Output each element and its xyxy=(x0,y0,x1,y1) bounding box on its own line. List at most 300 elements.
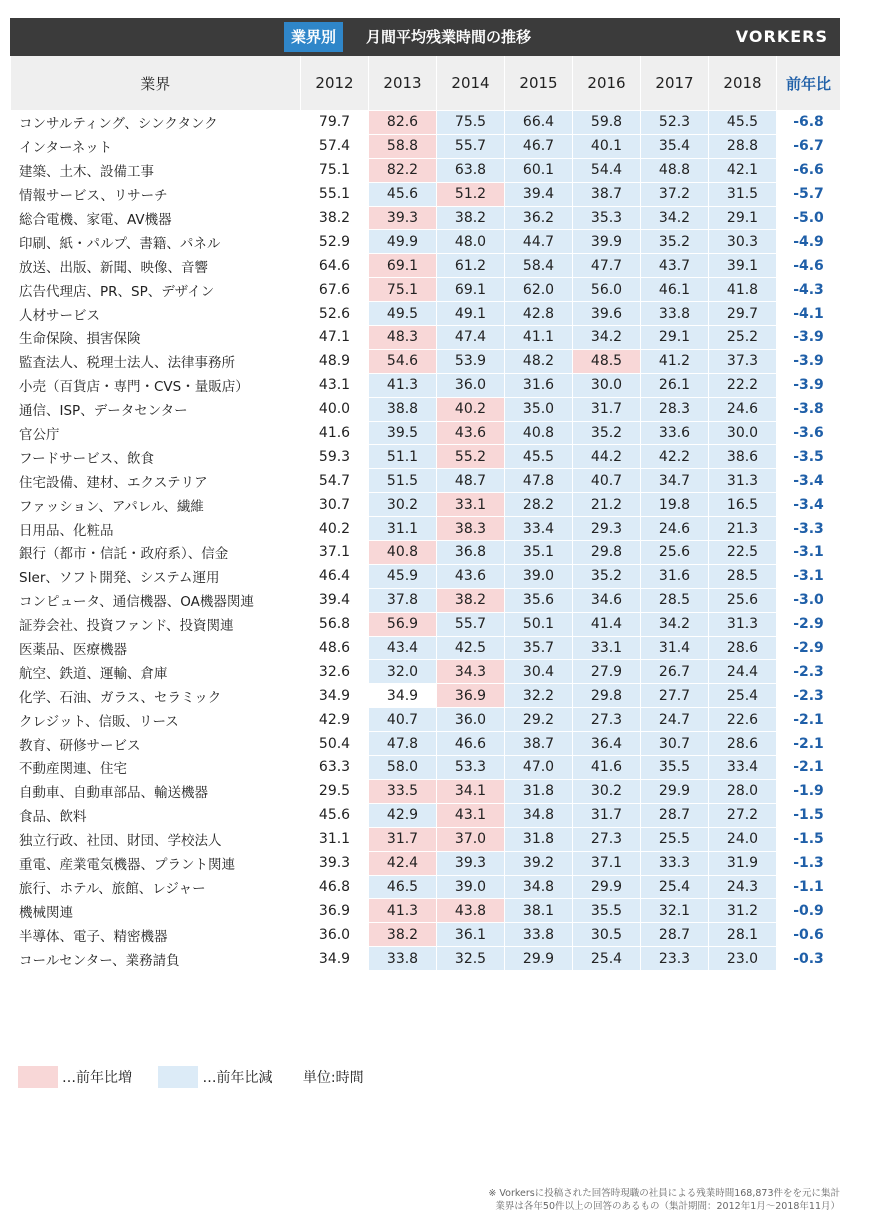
value-cell: 29.3 xyxy=(573,517,641,541)
value-cell: 27.7 xyxy=(641,684,709,708)
value-cell: 24.4 xyxy=(709,660,777,684)
value-cell: 35.7 xyxy=(505,636,573,660)
industry-name: クレジット、信販、リース xyxy=(11,708,301,732)
value-cell: 49.1 xyxy=(437,302,505,326)
value-cell: 25.2 xyxy=(709,326,777,350)
value-cell: 31.3 xyxy=(709,612,777,636)
value-cell: 30.0 xyxy=(709,421,777,445)
table-row xyxy=(11,564,841,588)
value-cell: 38.2 xyxy=(369,923,437,947)
value-cell: 49.9 xyxy=(369,230,437,254)
value-cell: 45.5 xyxy=(709,111,777,135)
value-cell: 30.2 xyxy=(369,493,437,517)
source-note xyxy=(488,1187,840,1213)
value-cell: 42.9 xyxy=(301,708,369,732)
change-cell: -5.7 xyxy=(777,182,841,206)
value-cell: 55.1 xyxy=(301,182,369,206)
table-row xyxy=(11,254,841,278)
value-cell: 28.6 xyxy=(709,732,777,756)
value-cell: 32.6 xyxy=(301,660,369,684)
value-cell: 28.8 xyxy=(709,134,777,158)
value-cell: 35.2 xyxy=(641,230,709,254)
value-cell: 31.9 xyxy=(709,851,777,875)
table-row xyxy=(11,827,841,851)
value-cell: 69.1 xyxy=(437,278,505,302)
industry-name: コンサルティング、シンクタンク xyxy=(11,111,301,135)
value-cell: 41.4 xyxy=(573,612,641,636)
value-cell: 55.2 xyxy=(437,445,505,469)
legend xyxy=(18,1066,386,1090)
value-cell: 35.5 xyxy=(641,756,709,780)
table-row xyxy=(11,636,841,660)
value-cell: 31.5 xyxy=(709,182,777,206)
value-cell: 32.1 xyxy=(641,899,709,923)
value-cell: 42.9 xyxy=(369,803,437,827)
industry-name: 日用品、化粧品 xyxy=(11,517,301,541)
category-tag: 業界別 xyxy=(284,22,343,52)
industry-name: フードサービス、飲食 xyxy=(11,445,301,469)
value-cell: 38.2 xyxy=(437,206,505,230)
value-cell: 29.1 xyxy=(641,326,709,350)
value-cell: 43.4 xyxy=(369,636,437,660)
value-cell: 37.1 xyxy=(573,851,641,875)
value-cell: 24.6 xyxy=(641,517,709,541)
value-cell: 28.5 xyxy=(641,588,709,612)
industry-name: 小売（百貨店・専門・CVS・量販店） xyxy=(11,373,301,397)
note-line-2: 業界は各年50件以上の回答のあるもの（集計期間：2012年1月〜2018年11月） xyxy=(495,1201,840,1212)
value-cell: 37.3 xyxy=(709,349,777,373)
industry-name: 総合電機、家電、AV機器 xyxy=(11,206,301,230)
value-cell: 36.0 xyxy=(301,923,369,947)
value-cell: 35.1 xyxy=(505,541,573,565)
table-row xyxy=(11,421,841,445)
value-cell: 30.7 xyxy=(641,732,709,756)
value-cell: 58.4 xyxy=(505,254,573,278)
industry-name: インターネット xyxy=(11,134,301,158)
value-cell: 34.9 xyxy=(369,684,437,708)
value-cell: 34.7 xyxy=(641,469,709,493)
value-cell: 48.3 xyxy=(369,326,437,350)
note-line-1: ※ Vorkersに投稿された回答時現職の社員による残業時間168,873件をを元に集計 xyxy=(488,1188,840,1199)
change-cell: -6.8 xyxy=(777,111,841,135)
value-cell: 40.8 xyxy=(505,421,573,445)
value-cell: 40.7 xyxy=(573,469,641,493)
table-row xyxy=(11,182,841,206)
value-cell: 29.5 xyxy=(301,779,369,803)
change-cell: -2.3 xyxy=(777,684,841,708)
value-cell: 51.5 xyxy=(369,469,437,493)
value-cell: 57.4 xyxy=(301,134,369,158)
value-cell: 27.3 xyxy=(573,708,641,732)
value-cell: 45.6 xyxy=(369,182,437,206)
value-cell: 44.2 xyxy=(573,445,641,469)
legend-decrease-swatch xyxy=(158,1066,198,1088)
value-cell: 39.5 xyxy=(369,421,437,445)
value-cell: 37.8 xyxy=(369,588,437,612)
value-cell: 56.0 xyxy=(573,278,641,302)
table-row xyxy=(11,851,841,875)
value-cell: 48.2 xyxy=(505,349,573,373)
change-cell: -2.1 xyxy=(777,756,841,780)
value-cell: 24.7 xyxy=(641,708,709,732)
industry-name: 広告代理店、PR、SP、デザイン xyxy=(11,278,301,302)
value-cell: 31.7 xyxy=(369,827,437,851)
value-cell: 25.4 xyxy=(573,947,641,971)
change-cell: -0.9 xyxy=(777,899,841,923)
value-cell: 34.1 xyxy=(437,779,505,803)
overtime-table xyxy=(10,56,841,971)
change-cell: -3.9 xyxy=(777,326,841,350)
value-cell: 60.1 xyxy=(505,158,573,182)
industry-name: 食品、飲料 xyxy=(11,803,301,827)
industry-name: 通信、ISP、データセンター xyxy=(11,397,301,421)
column-header-year: 2016 xyxy=(573,56,641,111)
value-cell: 43.1 xyxy=(437,803,505,827)
value-cell: 47.7 xyxy=(573,254,641,278)
value-cell: 33.4 xyxy=(709,756,777,780)
value-cell: 30.3 xyxy=(709,230,777,254)
value-cell: 36.9 xyxy=(301,899,369,923)
value-cell: 47.4 xyxy=(437,326,505,350)
value-cell: 34.8 xyxy=(505,875,573,899)
column-header-year: 2018 xyxy=(709,56,777,111)
value-cell: 50.4 xyxy=(301,732,369,756)
value-cell: 42.2 xyxy=(641,445,709,469)
value-cell: 33.1 xyxy=(437,493,505,517)
value-cell: 30.7 xyxy=(301,493,369,517)
column-header-year: 2014 xyxy=(437,56,505,111)
value-cell: 38.6 xyxy=(709,445,777,469)
change-cell: -3.3 xyxy=(777,517,841,541)
value-cell: 82.2 xyxy=(369,158,437,182)
value-cell: 25.5 xyxy=(641,827,709,851)
industry-name: 印刷、紙・パルプ、書籍、パネル xyxy=(11,230,301,254)
value-cell: 28.0 xyxy=(709,779,777,803)
value-cell: 29.8 xyxy=(573,541,641,565)
value-cell: 75.1 xyxy=(301,158,369,182)
value-cell: 29.8 xyxy=(573,684,641,708)
table-row xyxy=(11,708,841,732)
value-cell: 16.5 xyxy=(709,493,777,517)
value-cell: 37.0 xyxy=(437,827,505,851)
value-cell: 63.3 xyxy=(301,756,369,780)
value-cell: 37.1 xyxy=(301,541,369,565)
change-cell: -6.6 xyxy=(777,158,841,182)
value-cell: 46.7 xyxy=(505,134,573,158)
column-header-year: 2017 xyxy=(641,56,709,111)
table-row xyxy=(11,517,841,541)
value-cell: 35.2 xyxy=(573,564,641,588)
table-row xyxy=(11,230,841,254)
header-row xyxy=(11,56,841,111)
value-cell: 34.2 xyxy=(641,206,709,230)
value-cell: 41.6 xyxy=(301,421,369,445)
value-cell: 30.0 xyxy=(573,373,641,397)
value-cell: 79.7 xyxy=(301,111,369,135)
value-cell: 31.7 xyxy=(573,397,641,421)
table-row xyxy=(11,134,841,158)
value-cell: 43.8 xyxy=(437,899,505,923)
change-cell: -5.0 xyxy=(777,206,841,230)
value-cell: 35.3 xyxy=(573,206,641,230)
table-row xyxy=(11,756,841,780)
value-cell: 34.2 xyxy=(641,612,709,636)
industry-name: 医薬品、医療機器 xyxy=(11,636,301,660)
value-cell: 28.3 xyxy=(641,397,709,421)
table-row xyxy=(11,541,841,565)
value-cell: 36.2 xyxy=(505,206,573,230)
table-row xyxy=(11,206,841,230)
change-cell: -3.5 xyxy=(777,445,841,469)
value-cell: 24.6 xyxy=(709,397,777,421)
value-cell: 48.9 xyxy=(301,349,369,373)
table-row xyxy=(11,397,841,421)
table-row xyxy=(11,803,841,827)
value-cell: 54.7 xyxy=(301,469,369,493)
table-row xyxy=(11,493,841,517)
value-cell: 58.0 xyxy=(369,756,437,780)
value-cell: 48.0 xyxy=(437,230,505,254)
value-cell: 36.1 xyxy=(437,923,505,947)
industry-name: 放送、出版、新聞、映像、音響 xyxy=(11,254,301,278)
change-cell: -4.9 xyxy=(777,230,841,254)
value-cell: 29.7 xyxy=(709,302,777,326)
value-cell: 41.3 xyxy=(369,899,437,923)
value-cell: 31.8 xyxy=(505,827,573,851)
table-row xyxy=(11,445,841,469)
industry-name: 独立行政、社団、財団、学校法人 xyxy=(11,827,301,851)
unit-label: 単位:時間 xyxy=(302,1070,364,1086)
change-cell: -3.1 xyxy=(777,541,841,565)
value-cell: 40.2 xyxy=(301,517,369,541)
change-cell: -1.5 xyxy=(777,803,841,827)
value-cell: 43.6 xyxy=(437,421,505,445)
value-cell: 35.2 xyxy=(573,421,641,445)
value-cell: 46.4 xyxy=(301,564,369,588)
value-cell: 33.4 xyxy=(505,517,573,541)
industry-name: 建築、土木、設備工事 xyxy=(11,158,301,182)
value-cell: 61.2 xyxy=(437,254,505,278)
value-cell: 48.8 xyxy=(641,158,709,182)
legend-decrease-label: …前年比減 xyxy=(202,1070,273,1086)
industry-name: 航空、鉄道、運輸、倉庫 xyxy=(11,660,301,684)
value-cell: 51.1 xyxy=(369,445,437,469)
value-cell: 40.7 xyxy=(369,708,437,732)
value-cell: 67.6 xyxy=(301,278,369,302)
value-cell: 21.3 xyxy=(709,517,777,541)
change-cell: -0.6 xyxy=(777,923,841,947)
value-cell: 43.6 xyxy=(437,564,505,588)
value-cell: 40.1 xyxy=(573,134,641,158)
value-cell: 63.8 xyxy=(437,158,505,182)
value-cell: 42.4 xyxy=(369,851,437,875)
table-row xyxy=(11,469,841,493)
industry-name: 証券会社、投資ファンド、投資関連 xyxy=(11,612,301,636)
value-cell: 30.5 xyxy=(573,923,641,947)
change-cell: -3.4 xyxy=(777,493,841,517)
value-cell: 25.6 xyxy=(709,588,777,612)
value-cell: 56.9 xyxy=(369,612,437,636)
table-row xyxy=(11,732,841,756)
value-cell: 39.0 xyxy=(437,875,505,899)
value-cell: 23.3 xyxy=(641,947,709,971)
value-cell: 31.8 xyxy=(505,779,573,803)
value-cell: 29.2 xyxy=(505,708,573,732)
table-row xyxy=(11,302,841,326)
change-cell: -3.8 xyxy=(777,397,841,421)
table-row xyxy=(11,278,841,302)
value-cell: 54.6 xyxy=(369,349,437,373)
value-cell: 27.2 xyxy=(709,803,777,827)
value-cell: 28.1 xyxy=(709,923,777,947)
value-cell: 43.7 xyxy=(641,254,709,278)
table-row xyxy=(11,111,841,135)
value-cell: 23.0 xyxy=(709,947,777,971)
value-cell: 22.2 xyxy=(709,373,777,397)
value-cell: 43.1 xyxy=(301,373,369,397)
value-cell: 29.9 xyxy=(573,875,641,899)
value-cell: 27.9 xyxy=(573,660,641,684)
value-cell: 31.6 xyxy=(641,564,709,588)
value-cell: 39.9 xyxy=(573,230,641,254)
value-cell: 33.6 xyxy=(641,421,709,445)
value-cell: 35.5 xyxy=(573,899,641,923)
value-cell: 25.6 xyxy=(641,541,709,565)
value-cell: 55.7 xyxy=(437,134,505,158)
legend-increase-label: …前年比増 xyxy=(62,1070,132,1086)
value-cell: 46.5 xyxy=(369,875,437,899)
change-cell: -3.0 xyxy=(777,588,841,612)
value-cell: 39.4 xyxy=(505,182,573,206)
value-cell: 75.5 xyxy=(437,111,505,135)
value-cell: 30.4 xyxy=(505,660,573,684)
value-cell: 41.6 xyxy=(573,756,641,780)
value-cell: 56.8 xyxy=(301,612,369,636)
value-cell: 41.8 xyxy=(709,278,777,302)
value-cell: 41.2 xyxy=(641,349,709,373)
column-header-industry: 業界 xyxy=(11,56,301,111)
value-cell: 42.5 xyxy=(437,636,505,660)
value-cell: 28.7 xyxy=(641,803,709,827)
industry-name: 生命保険、損害保険 xyxy=(11,326,301,350)
value-cell: 46.8 xyxy=(301,875,369,899)
value-cell: 58.8 xyxy=(369,134,437,158)
change-cell: -2.9 xyxy=(777,612,841,636)
value-cell: 28.7 xyxy=(641,923,709,947)
value-cell: 48.5 xyxy=(573,349,641,373)
value-cell: 39.0 xyxy=(505,564,573,588)
value-cell: 26.7 xyxy=(641,660,709,684)
value-cell: 31.6 xyxy=(505,373,573,397)
value-cell: 40.8 xyxy=(369,541,437,565)
value-cell: 32.5 xyxy=(437,947,505,971)
value-cell: 38.1 xyxy=(505,899,573,923)
value-cell: 38.7 xyxy=(573,182,641,206)
change-cell: -3.1 xyxy=(777,564,841,588)
table-row xyxy=(11,158,841,182)
value-cell: 38.7 xyxy=(505,732,573,756)
value-cell: 28.2 xyxy=(505,493,573,517)
table-row xyxy=(11,947,841,971)
value-cell: 47.8 xyxy=(505,469,573,493)
value-cell: 45.5 xyxy=(505,445,573,469)
value-cell: 32.2 xyxy=(505,684,573,708)
change-cell: -3.6 xyxy=(777,421,841,445)
value-cell: 39.6 xyxy=(573,302,641,326)
value-cell: 25.4 xyxy=(709,684,777,708)
value-cell: 46.6 xyxy=(437,732,505,756)
value-cell: 35.4 xyxy=(641,134,709,158)
value-cell: 59.3 xyxy=(301,445,369,469)
value-cell: 35.0 xyxy=(505,397,573,421)
change-cell: -4.3 xyxy=(777,278,841,302)
value-cell: 38.3 xyxy=(437,517,505,541)
industry-name: 教育、研修サービス xyxy=(11,732,301,756)
value-cell: 31.1 xyxy=(301,827,369,851)
value-cell: 48.6 xyxy=(301,636,369,660)
value-cell: 28.5 xyxy=(709,564,777,588)
value-cell: 46.1 xyxy=(641,278,709,302)
change-cell: -2.9 xyxy=(777,636,841,660)
table-row xyxy=(11,684,841,708)
value-cell: 34.9 xyxy=(301,947,369,971)
value-cell: 29.9 xyxy=(505,947,573,971)
industry-name: 監査法人、税理士法人、法律事務所 xyxy=(11,349,301,373)
value-cell: 31.3 xyxy=(709,469,777,493)
change-cell: -2.3 xyxy=(777,660,841,684)
value-cell: 36.4 xyxy=(573,732,641,756)
value-cell: 31.4 xyxy=(641,636,709,660)
value-cell: 44.7 xyxy=(505,230,573,254)
change-cell: -0.3 xyxy=(777,947,841,971)
value-cell: 42.1 xyxy=(709,158,777,182)
value-cell: 51.2 xyxy=(437,182,505,206)
table-body xyxy=(11,111,841,971)
value-cell: 38.2 xyxy=(437,588,505,612)
change-cell: -1.1 xyxy=(777,875,841,899)
value-cell: 53.9 xyxy=(437,349,505,373)
value-cell: 34.3 xyxy=(437,660,505,684)
value-cell: 49.5 xyxy=(369,302,437,326)
value-cell: 39.2 xyxy=(505,851,573,875)
value-cell: 19.8 xyxy=(641,493,709,517)
value-cell: 31.1 xyxy=(369,517,437,541)
value-cell: 33.3 xyxy=(641,851,709,875)
industry-name: 情報サービス、リサーチ xyxy=(11,182,301,206)
value-cell: 54.4 xyxy=(573,158,641,182)
value-cell: 25.4 xyxy=(641,875,709,899)
industry-name: 重電、産業電気機器、プラント関連 xyxy=(11,851,301,875)
value-cell: 38.2 xyxy=(301,206,369,230)
value-cell: 36.8 xyxy=(437,541,505,565)
industry-name: 人材サービス xyxy=(11,302,301,326)
industry-name: SIer、ソフト開発、システム運用 xyxy=(11,564,301,588)
industry-name: 住宅設備、建材、エクステリア xyxy=(11,469,301,493)
value-cell: 52.9 xyxy=(301,230,369,254)
change-cell: -3.9 xyxy=(777,349,841,373)
value-cell: 53.3 xyxy=(437,756,505,780)
value-cell: 39.3 xyxy=(369,206,437,230)
change-cell: -2.1 xyxy=(777,708,841,732)
value-cell: 75.1 xyxy=(369,278,437,302)
value-cell: 41.3 xyxy=(369,373,437,397)
value-cell: 22.6 xyxy=(709,708,777,732)
change-cell: -1.5 xyxy=(777,827,841,851)
change-cell: -1.3 xyxy=(777,851,841,875)
value-cell: 26.1 xyxy=(641,373,709,397)
change-cell: -3.9 xyxy=(777,373,841,397)
value-cell: 32.0 xyxy=(369,660,437,684)
